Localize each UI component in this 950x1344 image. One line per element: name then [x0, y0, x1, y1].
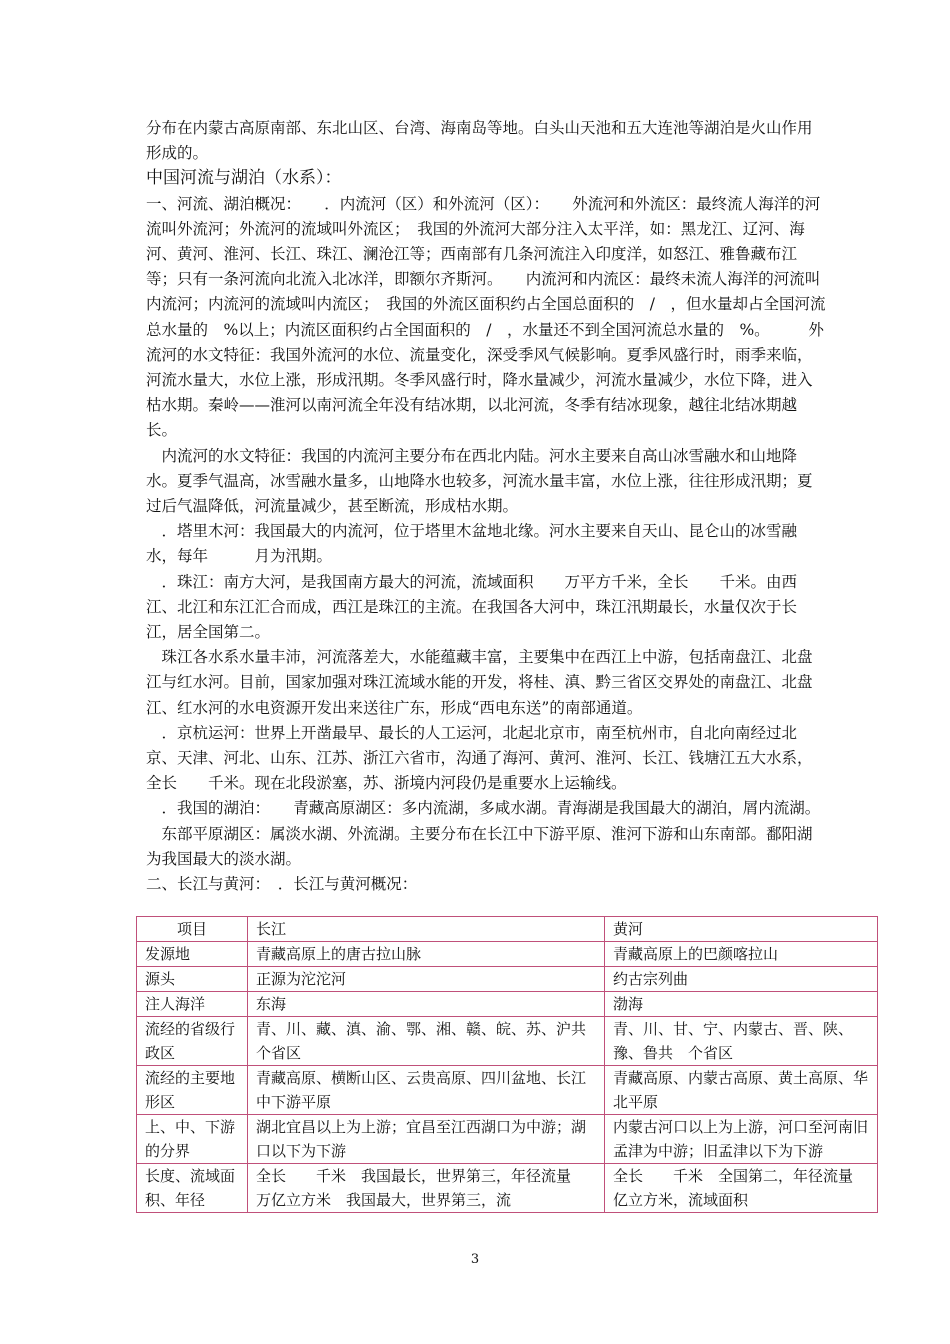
table-cell: 青藏高原、内蒙古高原、黄土高原、华北平原: [605, 1066, 878, 1115]
paragraph: 珠江各水系水量丰沛，河流落差大，水能蕴藏丰富，主要集中在西江上中游，包括南盘江、北盘江与红水河。目前，国家加强对珠江流域水能的开发，将桂、滇、黔三省区交界处的南盘江、北盘江、红水河的水电资源开发出来送往广东，形成“西电东送”的南部通道。: [146, 648, 813, 717]
paragraph: ．我国的湖泊： 青藏高原湖区：多内流湖，多咸水湖。青海湖是我国最大的湖泊，屑内流湖。: [146, 799, 821, 818]
table-cell: 正源为沱沱河: [248, 967, 605, 992]
table-row: [137, 1017, 878, 1066]
section-heading: 中国河流与湖泊（水系）：: [146, 168, 342, 189]
table-row: [137, 1164, 878, 1213]
paragraph: ．塔里木河：我国最大的内流河，位于塔里木盆地北缘。河水主要来自天山、昆仑山的冰雪融水，每年 月为汛期。: [146, 522, 798, 566]
table-cell: 流经的主要地形区: [137, 1066, 248, 1115]
table-cell: 渤海: [605, 992, 878, 1017]
body-text: [146, 116, 826, 897]
table-cell: 湖北宜昌以上为上游；宜昌至江西湖口为中游；湖口以下为下游: [248, 1115, 605, 1164]
table-cell: 发源地: [137, 942, 248, 967]
table-cell: 内蒙古河口以上为上游，河口至河南旧孟津为中游；旧孟津以下为下游: [605, 1115, 878, 1164]
paragraph: 东部平原湖区：属淡水湖、外流湖。主要分布在长江中下游平原、淮河下游和山东南部。鄱阳湖为我国最大的淡水湖。: [146, 824, 813, 868]
table-header-cell: 长江: [248, 917, 605, 942]
table-header-row: [137, 917, 878, 942]
table-cell: 青、川、甘、宁、内蒙古、晋、陕、豫、鲁共 个省区: [605, 1017, 878, 1066]
table-row: [137, 1115, 878, 1164]
table-cell: 上、中、下游的分界: [137, 1115, 248, 1164]
paragraph: 一、河流、湖泊概况： ．内流河（区）和外流河（区）： 外流河和外流区：最终流人海洋的河流叫外流河；外流河的流域叫外流区； 我国的外流河大部分注入太平洋，如：黑龙江、辽河、海河、黄河、淮河、长江、珠江、澜沧江等；西南部有几条河流注入印度洋，如怒江、雅鲁藏布江等；只有一条河流向北流入北冰洋，即额尔齐斯河。 内流河和内流区：最终未流人海洋的河流叫内流河；内流河的流域叫内流区； 我国的外流区面积约占全国总面积的 / ，但水量却占全国河流总水量的 %以上；内流区面积约占全国面积的 / ，水量还不到全国河流总水量的 %。 外流河的水文特征：我国外流河的水位、流量变化，深受季风气候影响。夏季风盛行时，雨季来临，河流水量大，水位上涨，形成汛期。冬季风盛行时，降水量减少，河流水量减少，水位下降，进入枯水期。秦岭——淮河以南河流全年没有结冰期，以北河流，冬季有结冰现象，越往北结冰期越长。: [146, 194, 826, 440]
section-heading: 二、长江与黄河： ．长江与黄河概况：: [146, 875, 418, 894]
table-row: [137, 1066, 878, 1115]
table-cell: 青藏高原、横断山区、云贵高原、四川盆地、长江中下游平原: [248, 1066, 605, 1115]
comparison-table: [136, 916, 884, 1213]
table-cell: 青藏高原上的巴颜喀拉山: [605, 942, 878, 967]
table-row: [137, 992, 878, 1017]
table-cell: 源头: [137, 967, 248, 992]
table-header-cell: 黄河: [605, 917, 878, 942]
table-cell: 注人海洋: [137, 992, 248, 1017]
paragraph: ．京杭运河：世界上开凿最早、最长的人工运河，北起北京市，南至杭州市，自北向南经过北京、天津、河北、山东、江苏、浙江六省市，沟通了海河、黄河、淮河、长江、钱塘江五大水系，全长 千米。现在北段淤塞，苏、浙境内河段仍是重要水上运输线。: [146, 723, 813, 793]
table-cell: 青、川、藏、滇、渝、鄂、湘、赣、皖、苏、沪共 个省区: [248, 1017, 605, 1066]
table-row: [137, 942, 878, 967]
paragraph: 分布在内蒙古高原南部、东北山区、台湾、海南岛等地。白头山天池和五大连池等湖泊是火山作用形成的。: [146, 119, 813, 163]
table-cell: 青藏高原上的唐古拉山脉: [248, 942, 605, 967]
table-cell: 长度、流域面积、年径: [137, 1164, 248, 1213]
table-cell: 全长 千米 全国第二，年径流量 亿立方米，流域面积: [605, 1164, 878, 1213]
table-cell: 流经的省级行政区: [137, 1017, 248, 1066]
paragraph: ．珠江：南方大河，是我国南方最大的河流，流域面积 万平方千米，全长 千米。由西江、北江和东江汇合而成，西江是珠江的主流。在我国各大河中，珠江汛期最长，水量仅次于长江，居全国第二。: [146, 572, 798, 642]
table-cell: 约古宗列曲: [605, 967, 878, 992]
page-number: 3: [470, 1252, 480, 1267]
table-header-cell: 项目: [137, 917, 248, 942]
table-cell: 全长 千米 我国最长，世界第三，年径流量 万亿立方米 我国最大，世界第三，流: [248, 1164, 605, 1213]
table-cell: 东海: [248, 992, 605, 1017]
table-row: [137, 967, 878, 992]
paragraph: 内流河的水文特征：我国的内流河主要分布在西北内陆。河水主要来自高山冰雪融水和山地降水。夏季气温高，冰雪融水量多，山地降水也较多，河流水量丰富，水位上涨，往往形成汛期；夏过后气温降低，河流量减少，甚至断流，形成枯水期。: [146, 446, 813, 516]
